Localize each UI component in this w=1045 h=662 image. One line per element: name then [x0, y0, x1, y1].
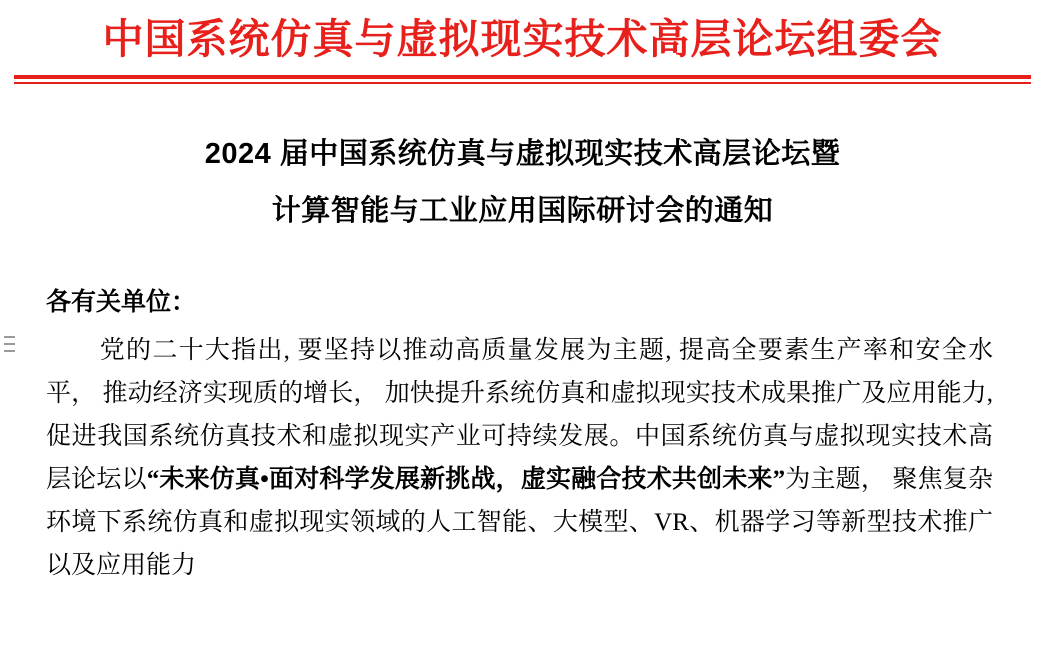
page-title-line-1: 2024 届中国系统仿真与虚拟现实技术高层论坛暨 — [204, 138, 841, 171]
page-title-line-2: 计算智能与工业应用国际研讨会的通知 — [271, 194, 774, 227]
margin-mark — [4, 343, 15, 345]
salutation: 各有关单位： — [46, 289, 197, 317]
margin-mark — [4, 350, 15, 352]
masthead-rule-thin — [14, 82, 1031, 84]
document-body — [0, 283, 1045, 587]
page-title — [0, 126, 1045, 239]
paragraph-text-part-1: 党的二十大指出, 要坚持以推动高质量发展为主题, 提高全要素生产率和安全水平， 推动经济实现质的增长， 加快提升系统仿真和虚拟现实技术成果推广及应用能力, 促进我国系统仿真技术和虚拟现实产业可持续发展。中国系统仿真与虚拟现实技术高层论坛以 — [46, 337, 993, 494]
masthead-rule — [0, 75, 1045, 84]
margin-mark — [4, 336, 15, 338]
paragraph-text-part-2: 为主题， 聚焦复杂环境下系统仿真和虚拟现实领域的人工智能、大模型、VR、机器学习等新型技术推广以及应用能力 — [46, 466, 993, 580]
paragraph-emphasis: “未来仿真•面对科学发展新挑战，虚实融合技术共创未来” — [146, 466, 786, 494]
margin-marks — [4, 336, 16, 357]
masthead — [0, 0, 1045, 84]
body-paragraph-1 — [46, 329, 993, 587]
masthead-title: 中国系统仿真与虚拟现实技术高层论坛组委会 — [102, 16, 943, 62]
